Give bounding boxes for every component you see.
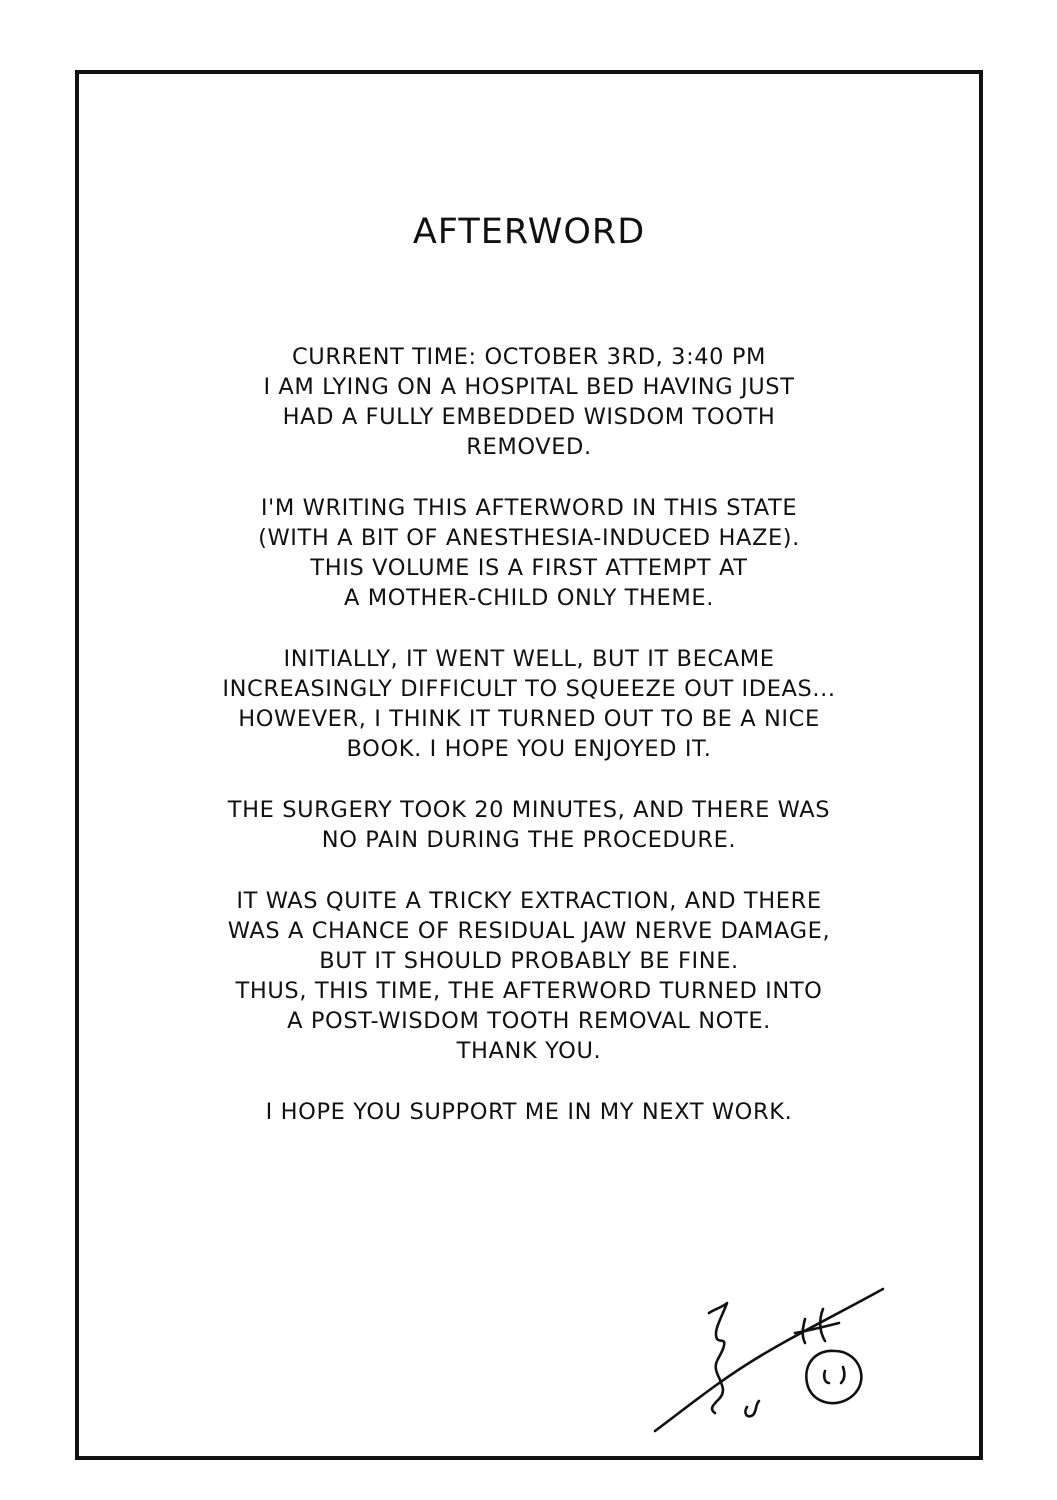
text-line: NO PAIN DURING THE PROCEDURE. xyxy=(321,827,737,853)
text-line: I HOPE YOU SUPPORT ME IN MY NEXT WORK. xyxy=(265,1099,793,1125)
text-line: I AM LYING ON A HOSPITAL BED HAVING JUST xyxy=(263,374,795,400)
text-line: WAS A CHANCE OF RESIDUAL JAW NERVE DAMAGE, xyxy=(227,918,831,944)
text-line: THE SURGERY TOOK 20 MINUTES, AND THERE WAS xyxy=(227,797,831,823)
signature-icon xyxy=(647,1279,887,1439)
paragraph-2 xyxy=(79,493,979,613)
text-line: CURRENT TIME: OCTOBER 3RD, 3:40 PM xyxy=(291,344,767,370)
paragraph-6 xyxy=(79,1097,979,1127)
afterword-body xyxy=(79,342,979,1158)
text-line: HOWEVER, I THINK IT TURNED OUT TO BE A NICE xyxy=(238,706,820,732)
text-line: BOOK. I HOPE YOU ENJOYED IT. xyxy=(346,736,712,762)
text-line: (WITH A BIT OF ANESTHESIA-INDUCED HAZE). xyxy=(258,525,800,551)
text-line: A POST-WISDOM TOOTH REMOVAL NOTE. xyxy=(287,1008,771,1034)
text-line: I'M WRITING THIS AFTERWORD IN THIS STATE xyxy=(260,495,798,521)
paragraph-1 xyxy=(79,342,979,462)
text-line: HAD A FULLY EMBEDDED WISDOM TOOTH xyxy=(282,404,776,430)
text-line: THIS VOLUME IS A FIRST ATTEMPT AT xyxy=(310,555,748,581)
text-line: IT WAS QUITE A TRICKY EXTRACTION, AND THERE xyxy=(236,888,822,914)
text-line: REMOVED. xyxy=(466,434,592,460)
text-line: INITIALLY, IT WENT WELL, BUT IT BECAME xyxy=(283,646,775,672)
text-line: BUT IT SHOULD PROBABLY BE FINE. xyxy=(319,948,739,974)
text-line: THUS, THIS TIME, THE AFTERWORD TURNED INTO xyxy=(235,978,823,1004)
paragraph-3 xyxy=(79,644,979,764)
text-line: INCREASINGLY DIFFICULT TO SQUEEZE OUT IDEAS... xyxy=(222,676,836,702)
page-title: AFTERWORD xyxy=(412,212,646,252)
page-frame xyxy=(75,70,983,1460)
paragraph-4 xyxy=(79,795,979,855)
text-line: A MOTHER-CHILD ONLY THEME. xyxy=(344,585,714,611)
text-line: THANK YOU. xyxy=(456,1038,602,1064)
paragraph-5 xyxy=(79,886,979,1066)
